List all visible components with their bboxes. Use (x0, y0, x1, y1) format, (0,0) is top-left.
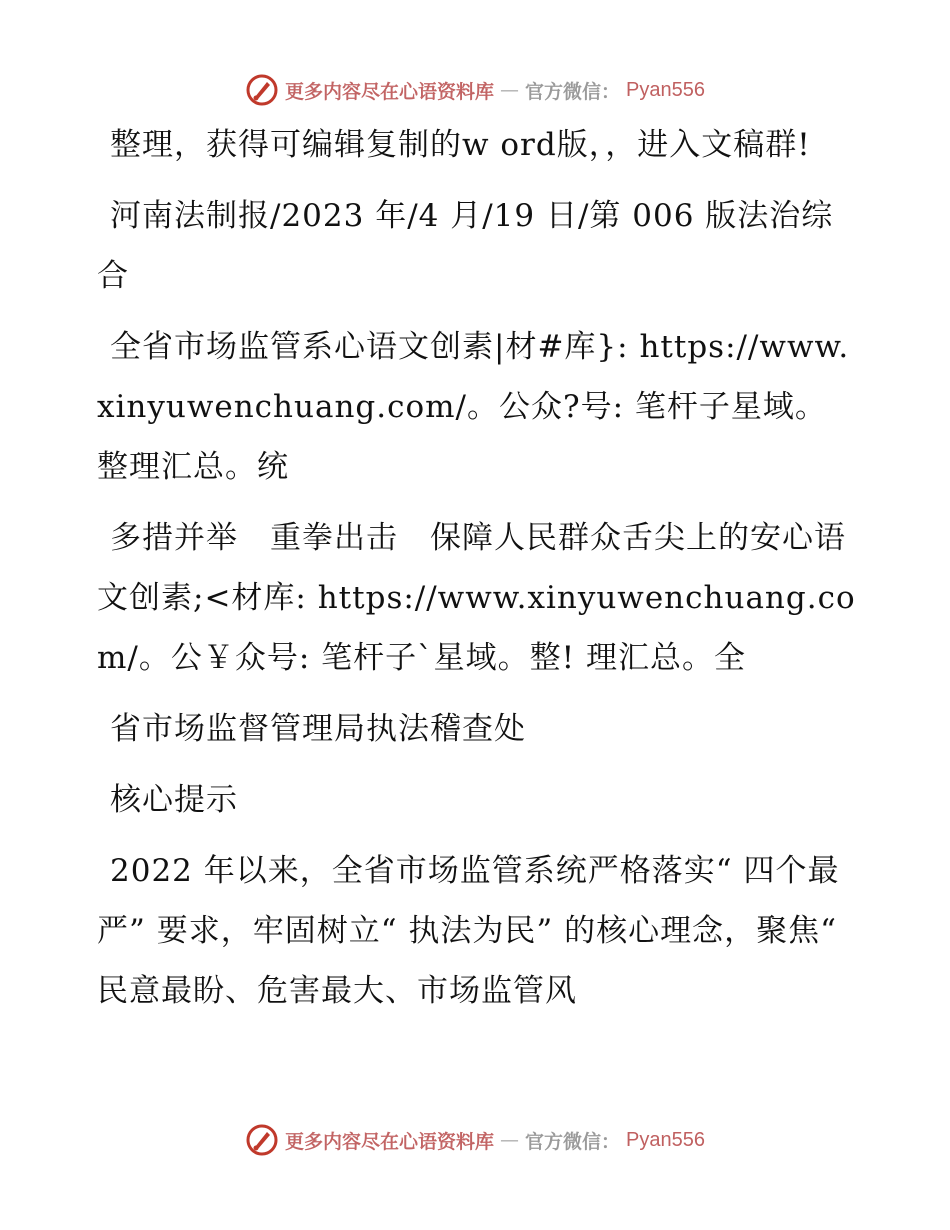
watermark-separator: — (500, 1129, 520, 1151)
header-watermark (0, 70, 950, 110)
footer-watermark (0, 1120, 950, 1160)
brand-logo-icon (245, 73, 279, 107)
paragraph-source: 河南法制报/2023 年/4 月/19 日/第 006 版法治综合 (97, 198, 834, 294)
watermark-wechat-id: Pyan556 (626, 1128, 705, 1151)
document-body (97, 115, 857, 1032)
watermark-official-label: 官方微信： (525, 1130, 621, 1153)
brand-logo-icon (245, 1123, 279, 1157)
paragraph-section-title: 核心提示 (110, 782, 238, 818)
paragraph-author: 省市场监督管理局执法稽查处 (110, 711, 526, 747)
paragraph-headline: 多措并举 重拳出击 保障人民群众舌尖上的安心语文创素;<材库: https://www.xinyuwenchuang.com/。公￥众号: 笔杆子`星域。整! 理汇总。全 (97, 520, 856, 676)
paragraph-ad-1: 全省市场监管系心语文创素|材#库}: https://www.xinyuwenchuang.com/。公众?号: 笔杆子星域。整理汇总。统 (97, 329, 850, 485)
watermark-separator: — (500, 79, 520, 101)
watermark-brand-text: 更多内容尽在心语资料库 (285, 1130, 495, 1153)
paragraph-intro: 整理，获得可编辑复制的w ord版，，进入文稿群! (110, 127, 811, 163)
watermark-official-label: 官方微信： (525, 80, 621, 103)
watermark-wechat-id: Pyan556 (626, 78, 705, 101)
paragraph-summary: 2022 年以来，全省市场监管系统严格落实“ 四个最严” 要求，牢固树立“ 执法为民” 的核心理念，聚焦“ 民意最盼、危害最大、市场监管风 (97, 853, 840, 1009)
watermark-brand-text: 更多内容尽在心语资料库 (285, 80, 495, 103)
